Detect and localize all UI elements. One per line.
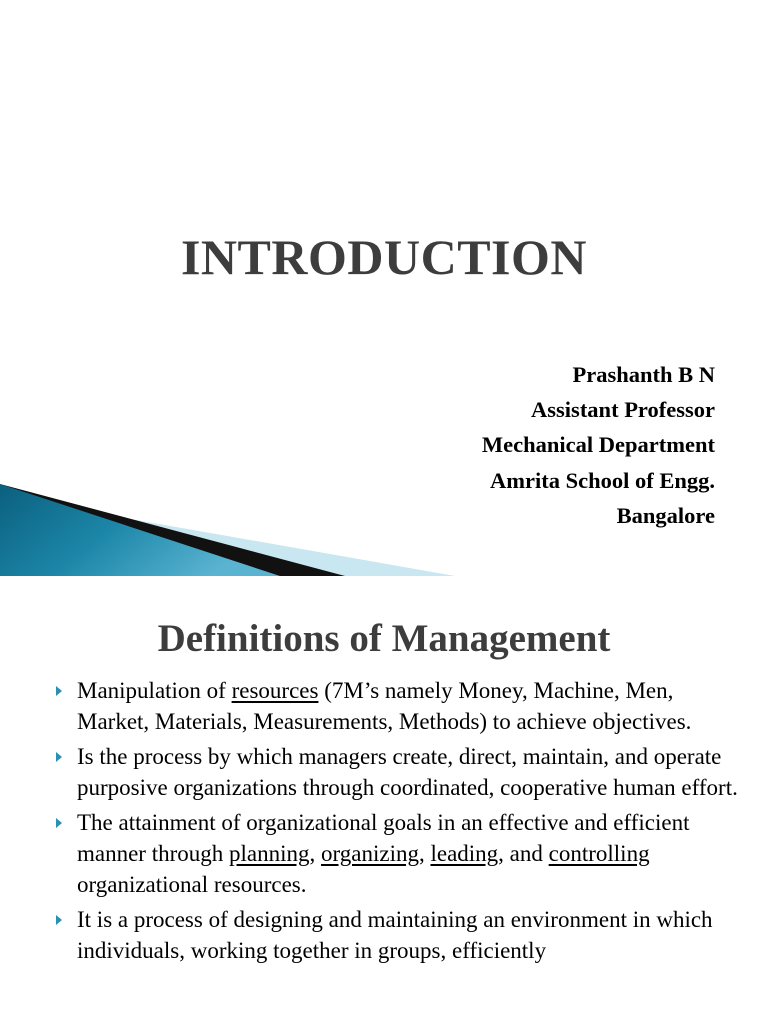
bullet-item: Is the process by which managers create, direct, maintain, and operate purposive organizations through coordinated, cooperative human effort. bbox=[51, 741, 751, 803]
slide-title: INTRODUCTION bbox=[180, 229, 588, 285]
organizing-term: organizing bbox=[321, 841, 419, 866]
author-school: Amrita School of Engg. bbox=[490, 467, 715, 493]
slide-title: Definitions of Management bbox=[157, 617, 611, 660]
bullet-item: It is a process of designing and maintaining an environment in which individuals, working together in groups, efficiently bbox=[51, 904, 751, 966]
bullet-arrow-icon bbox=[56, 686, 62, 696]
bullet-arrow-icon bbox=[56, 915, 62, 925]
bullet-item: The attainment of organizational goals in an effective and efficient manner through planning, organizing, leading, and controlling organizational resources. bbox=[51, 807, 751, 900]
author-block bbox=[482, 357, 715, 533]
bullet-arrow-icon bbox=[56, 752, 62, 762]
author-city: Bangalore bbox=[616, 502, 715, 528]
controlling-term: controlling bbox=[548, 841, 650, 866]
planning-term: planning bbox=[229, 841, 310, 866]
author-department: Mechanical Department bbox=[481, 432, 715, 458]
resources-term: resources bbox=[231, 678, 319, 703]
bullet-arrow-icon bbox=[56, 818, 62, 828]
leading-term: leading bbox=[430, 841, 499, 866]
definitions-slide bbox=[0, 576, 768, 1024]
bullet-item: Manipulation of resources (7M’s namely Money, Machine, Men, Market, Materials, Measurements, Methods) to achieve objectives. bbox=[51, 675, 751, 737]
author-name: Prashanth B N bbox=[572, 362, 715, 387]
decorative-swoosh bbox=[0, 476, 460, 576]
author-role: Assistant Professor bbox=[531, 397, 715, 423]
bullet-list bbox=[51, 675, 751, 970]
